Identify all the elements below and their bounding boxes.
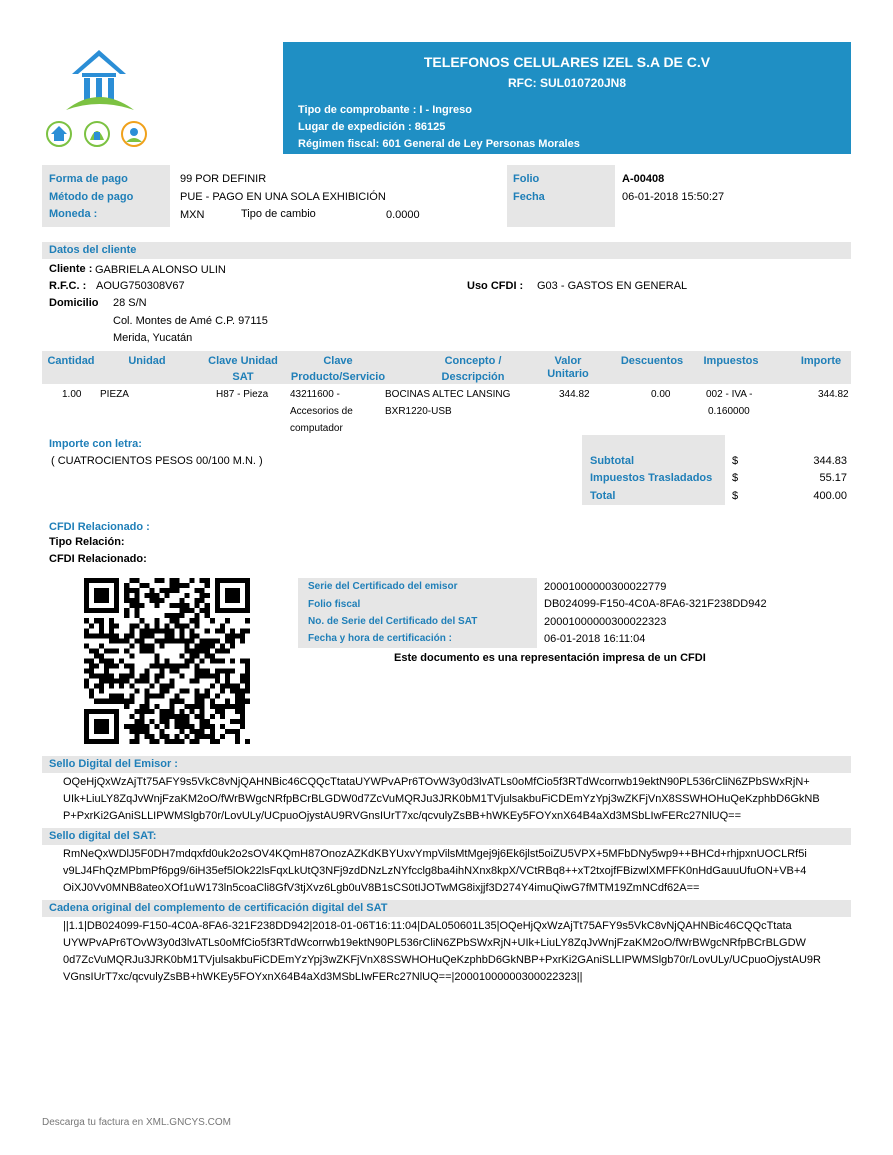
- sello-emisor-title: Sello Digital del Emisor :: [49, 758, 178, 770]
- th-unidad: Unidad: [128, 355, 166, 367]
- sello-sat-line: v9LJ4FhQzMPbmPf6pg9/6iH35ef5lOk22lsFqxLkUtQ3NFj9zdDNzLzNYfcclg8ba4ihNXnx8kpX/VCtRBq8++xT2txojfFBizwlXMFFK0nHdGauuUfuON+VB+4: [63, 865, 807, 877]
- client-section-title: Datos del cliente: [49, 244, 137, 256]
- cadena-original-line: VGnsIUrT7xc/qcvulyZsBB+hWKEy5FOYxnX64B4aXd3MSbLIwFERc27NlUQ==|20001000000300022323||: [63, 971, 583, 983]
- folio-fiscal-value: DB024099-F150-4C0A-8FA6-321F238DD942: [544, 598, 767, 610]
- tipo-comprobante: Tipo de comprobante : I - Ingreso: [298, 104, 472, 116]
- serie-emisor-label: Serie del Certificado del emisor: [308, 581, 458, 592]
- cell-concepto-line: BOCINAS ALTEC LANSING: [385, 389, 511, 400]
- cell-clave-prod-line: 43211600 -: [290, 389, 340, 400]
- th-cantidad: Cantidad: [47, 355, 95, 367]
- subtotal-value: 344.83: [813, 455, 847, 467]
- folio-value: A-00408: [622, 173, 665, 185]
- currency-sign: $: [732, 490, 739, 502]
- fecha-value: 06-01-2018 15:50:27: [622, 191, 725, 203]
- cadena-original-line: ||1.1|DB024099-F150-4C0A-8FA6-321F238DD942|2018-01-06T16:11:04|DAL050601L35|OQeHjQxWzAjTt75AFY9s5VkC8vNjQAHNBic46CQQcTtata: [63, 920, 792, 932]
- domicilio-line: 28 S/N: [113, 297, 147, 309]
- sello-sat-line: RmNeQxWDlJ5F0DH7mdqxfd0uk2o2sOV4KQmH87OnozAZKdKBYUxvYmpVilsMtMgej9j6Ek6jlst5oiZU5VPX+5MFbDNy5wp9++BHCd+rhjpxnUOCLRf5i: [63, 848, 807, 860]
- impuestos-trasladados-label: Impuestos Trasladados: [590, 472, 713, 484]
- table-row: [42, 386, 851, 438]
- lugar-expedicion: Lugar de expedición : 86125: [298, 121, 446, 133]
- uso-cfdi-value: G03 - GASTOS EN GENERAL: [537, 280, 688, 292]
- total-label: Total: [590, 490, 616, 502]
- tipo-cambio-value: 0.0000: [386, 209, 420, 221]
- sello-emisor-bar: [42, 756, 851, 773]
- moneda-label: Moneda :: [49, 208, 98, 220]
- th-concepto: Concepto /: [444, 355, 502, 367]
- domicilio-line: Merida, Yucatán: [113, 332, 193, 344]
- rfc-label: R.F.C. :: [49, 280, 87, 292]
- cell-impuestos-line: 002 - IVA -: [706, 389, 753, 400]
- sello-sat-text: [63, 846, 853, 897]
- cell-cantidad: 1.00: [62, 389, 82, 400]
- th-clave-unidad: Clave Unidad: [208, 355, 278, 367]
- cadena-original-line: 0d7ZcVuMQRJu3JRK0bM1TVjulsakbuFiCDEmYzYpj3wZKFjVnX8SSWHOHuQeKzphbD6GkNBP+PxrKi2GAniSLLIPWMSlgb70r/LovULy/UCpuoOjystAU9R: [63, 954, 821, 966]
- sello-sat-bar: [42, 828, 851, 845]
- domicilio-line: Col. Montes de Amé C.P. 97115: [113, 315, 268, 327]
- qr-code: [84, 578, 250, 744]
- cell-clave-prod-line: computador: [290, 423, 343, 434]
- impuestos-trasladados-value: 55.17: [819, 472, 847, 484]
- cadena-original-text: [63, 918, 853, 986]
- tipo-relacion-label: Tipo Relación:: [49, 536, 125, 548]
- cell-clave-unidad: H87 - Pieza: [216, 389, 269, 400]
- sello-emisor-line: OQeHjQxWzAjTt75AFY9s5VkC8vNjQAHNBic46CQQcTtataUYWPvAPr6TOvW3y0d3lvATLs0oMfCio5f3RTdWcorrwb19ektN90PL536rCliN6ZPbSWxRjN+: [63, 776, 810, 788]
- metodo-pago-label: Método de pago: [49, 191, 134, 203]
- th-importe: Importe: [800, 355, 842, 367]
- cell-clave-prod-line: Accesorios de: [290, 406, 353, 417]
- domicilio-label: Domicilio: [49, 297, 99, 309]
- fecha-certificacion-value: 06-01-2018 16:11:04: [544, 633, 646, 645]
- folio-fiscal-label: Folio fiscal: [308, 599, 361, 610]
- th-descripcion: Descripción: [441, 371, 505, 383]
- cell-descuentos: 0.00: [651, 389, 671, 400]
- th-clave-prod: Clave: [323, 355, 353, 367]
- company-rfc: RFC: SUL010720JN8: [507, 76, 627, 90]
- header-panel: [283, 42, 851, 154]
- th-valor: Valor: [554, 355, 582, 367]
- rfc-value: AOUG750308V67: [96, 280, 185, 292]
- serie-sat-value: 20001000000300022323: [544, 616, 667, 628]
- uso-cfdi-label: Uso CFDI :: [467, 280, 524, 292]
- fecha-certificacion-label: Fecha y hora de certificación :: [308, 633, 452, 644]
- concepts-table-header: [42, 351, 851, 384]
- importe-letra-label: Importe con letra:: [49, 438, 142, 450]
- cfdi-representation-note: Este documento es una representación impresa de un CFDI: [394, 652, 706, 664]
- sello-emisor-line: P+PxrKi2GAniSLLIPWMSlgb70r/LovULy/UCpuoOjystAU9RVGnsIUrT7xc/qcvulyZsBB+hWKEy5FOYxnX64B4aXd3MSbLIwFERc27NlUQ==: [63, 810, 741, 822]
- th-producto-servicio: Producto/Servicio: [290, 371, 386, 383]
- fecha-label: Fecha: [513, 191, 545, 203]
- cell-valor: 344.82: [559, 389, 590, 400]
- regimen-fiscal: Régimen fiscal: 601 General de Ley Personas Morales: [298, 138, 580, 150]
- cadena-original-title: Cadena original del complemento de certificación digital del SAT: [49, 902, 388, 914]
- total-value: 400.00: [813, 490, 847, 502]
- forma-pago-label: Forma de pago: [49, 173, 128, 185]
- th-clave-unidad-sat: SAT: [232, 371, 254, 383]
- folio-label: Folio: [513, 173, 540, 185]
- th-impuestos: Impuestos: [703, 355, 759, 367]
- cfdi-relacionado-label: CFDI Relacionado:: [49, 553, 147, 565]
- cell-concepto-line: BXR1220-USB: [385, 406, 452, 417]
- cell-unidad: PIEZA: [100, 389, 129, 400]
- metodo-pago-value: PUE - PAGO EN UNA SOLA EXHIBICIÓN: [180, 191, 386, 203]
- currency-sign: $: [732, 472, 739, 484]
- cadena-original-line: UYWPvAPr6TOvW3y0d3lvATLs0oMfCio5f3RTdWcorrwb19ektN90PL536rCliN6ZPbSWxRjN+UIk+LiuLY8ZqJvWnjFzaKM2oO/fWrBWgcNRfpBCrBLGDW: [63, 937, 806, 949]
- cliente-value: GABRIELA ALONSO ULIN: [95, 264, 226, 276]
- cadena-original-bar: [42, 900, 851, 917]
- moneda-value: MXN: [180, 209, 205, 221]
- sello-emisor-line: UIk+LiuLY8ZqJvWnjFzaKM2oO/fWrBWgcNRfpBCrBLGDW0d7ZcVuMQRJu3JRK0bM1TVjulsakbuFiCDEmYzYpj3wZKFjVnX8SSWHOHuQeKzphbD6GkNB: [63, 793, 820, 805]
- currency-sign: $: [732, 455, 739, 467]
- th-descuentos: Descuentos: [620, 355, 684, 367]
- tipo-cambio-label: Tipo de cambio: [241, 208, 316, 220]
- subtotal-label: Subtotal: [590, 455, 634, 467]
- serie-sat-label: No. de Serie del Certificado del SAT: [308, 616, 478, 627]
- forma-pago-value: 99 POR DEFINIR: [180, 173, 267, 185]
- sello-sat-line: OiXJ0Vv0MNB8ateoXOf1uW173ln5coaCli8GfV3tjXvz6Lgb0uV8B1sCS0tIJOTwMG8ixjjf3D274Y4imuQiwG7fMTM19ZmNCdf62A==: [63, 882, 700, 894]
- cliente-label: Cliente :: [49, 263, 93, 275]
- company-name: TELEFONOS CELULARES IZEL S.A DE C.V: [423, 54, 711, 70]
- footer-text: Descarga tu factura en XML.GNCYS.COM: [42, 1117, 231, 1128]
- cell-importe: 344.82: [818, 389, 849, 400]
- cfdi-relacionado-title: CFDI Relacionado :: [49, 521, 150, 533]
- client-section-bar: [42, 242, 851, 259]
- serie-emisor-value: 20001000000300022779: [544, 581, 667, 593]
- importe-letra-value: ( CUATROCIENTOS PESOS 00/100 M.N. ): [51, 455, 263, 467]
- sello-sat-title: Sello digital del SAT:: [49, 830, 157, 842]
- company-logo: [42, 48, 162, 153]
- cell-impuestos-line: 0.160000: [708, 406, 750, 417]
- sello-emisor-text: [63, 774, 853, 825]
- th-unitario: Unitario: [547, 368, 589, 380]
